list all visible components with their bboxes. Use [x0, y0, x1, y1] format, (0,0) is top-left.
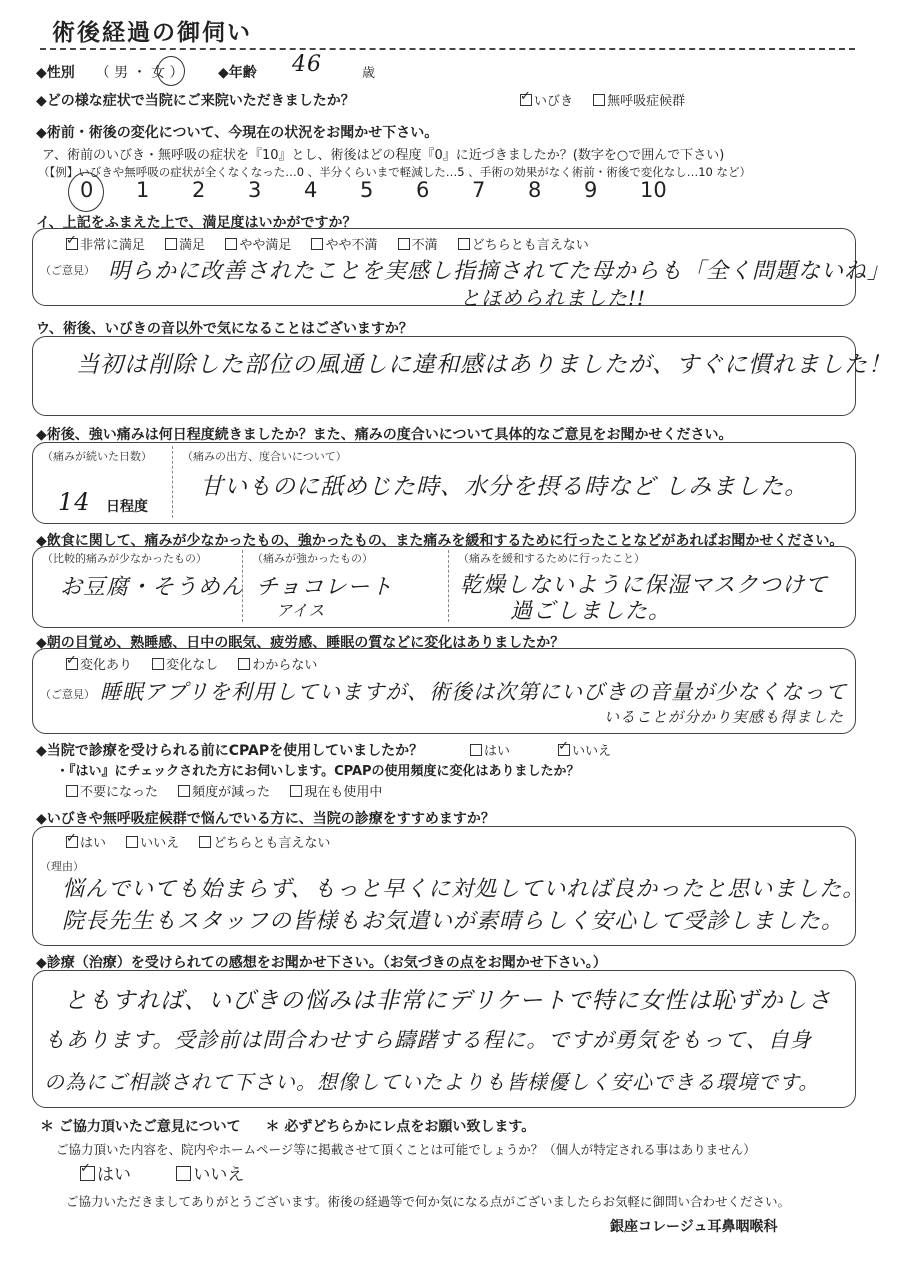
age-unit: 歳: [362, 66, 376, 81]
consent-heading-2: ＊ 必ずどちらかにレ点をお願い致します。: [265, 1119, 536, 1135]
checkbox-neutral[interactable]: [458, 238, 470, 250]
scale-7[interactable]: 7: [472, 178, 486, 202]
option-cpap-reduced: 頻度が減った: [192, 785, 271, 800]
scale-3[interactable]: 3: [248, 178, 262, 202]
recommend-options: [66, 832, 346, 851]
pain-question: ◆術後、強い痛みは何日程度続きましたか？また、痛みの度合いについて具体的なご意見をお聞かせください。: [36, 427, 733, 443]
food-strong-label: （痛みが強かったもの）: [252, 552, 373, 565]
option-cpap-still: 現在も使用中: [304, 785, 383, 800]
age-row: [218, 62, 257, 82]
option-somewhat-satisfied: やや満足: [239, 238, 292, 253]
consent-question: ご協力頂いた内容を、院内やホームページ等に掲載させて頂くことは可能でしょうか？（個人が特定される事はありません）: [56, 1142, 756, 1157]
pain-days-value: 14: [58, 488, 91, 516]
impression-question: ◆診療（治療）を受けられての感想をお聞かせ下さい。（お気づきの点をお聞かせ下さい。）: [36, 955, 607, 971]
option-cpap-no: いいえ: [572, 744, 612, 759]
food-strong-answer-1: チョコレート: [256, 575, 394, 600]
checkbox-somewhat-dissatisfied[interactable]: [311, 238, 323, 250]
checkbox-cpap-reduced[interactable]: [178, 785, 190, 797]
symptom-question: ◆どの様な症状で当院にご来院いただきましたか？: [36, 93, 355, 109]
food-relief-answer-2: 過ごしました。: [510, 599, 672, 624]
option-consent-no: いいえ: [193, 1165, 245, 1185]
page-title: 術後経過の御伺い: [52, 20, 252, 46]
pain-divider: [172, 446, 173, 518]
scale-10[interactable]: 10: [640, 178, 667, 202]
option-unknown: わからない: [252, 658, 318, 673]
checkbox-snoring[interactable]: [520, 94, 532, 106]
option-very-satisfied: 非常に満足: [80, 238, 146, 253]
checkbox-somewhat-satisfied[interactable]: [225, 238, 237, 250]
checkbox-recommend-neutral[interactable]: [199, 836, 211, 848]
option-somewhat-dissatisfied: やや不満: [325, 238, 378, 253]
scale-9[interactable]: 9: [584, 178, 598, 202]
sleep-answer-line2: いることが分かり実感も得ました: [604, 708, 845, 726]
gender-label: ◆性別: [36, 65, 75, 81]
food-strong-answer-2: アイス: [276, 601, 326, 620]
scale-6[interactable]: 6: [416, 178, 430, 202]
pain-days-unit: 日程度: [106, 499, 148, 515]
satisfaction-answer-line1: 明らかに改善されたことを実感し指摘されてた母からも「全く問題ないね」: [108, 259, 891, 284]
checkbox-consent-yes[interactable]: [80, 1166, 95, 1181]
change-question-a: ア、術前のいびき・無呼吸の症状を『10』とし、術後はどの程度『0』に近づきましたか？(数字を○で囲んで下さい): [42, 148, 725, 163]
food-divider-2: [448, 550, 449, 622]
change-heading: ◆術前・術後の変化について、今現在の状況をお聞かせ下さい。: [36, 125, 439, 141]
age-label: ◆年齢: [218, 65, 257, 81]
pain-degree-answer: 甘いものに舐めじた時、水分を摂る時など しみました。: [200, 474, 809, 500]
checkbox-cpap-yes[interactable]: [470, 744, 482, 756]
gender-selected-circle: [157, 56, 185, 86]
cpap-sub-options: [66, 781, 398, 800]
option-neutral: どちらとも言えない: [471, 238, 589, 253]
cpap-options: [470, 740, 627, 759]
option-snoring: いびき: [534, 94, 574, 109]
option-recommend-no: いいえ: [140, 836, 180, 851]
scale-selected-circle: [68, 172, 104, 212]
gender-value: （ 男 ・ 女 ）: [95, 65, 184, 81]
recommend-question: ◆いびきや無呼吸症候群で悩んでいる方に、当院の診療をすすめますか？: [36, 811, 495, 827]
recommend-answer-line2: 院長先生もスタッフの皆様もお気遣いが素晴らしく安心して受診しました。: [62, 909, 845, 934]
sleep-opinion-label: （ご意見）: [40, 688, 95, 701]
impression-answer-line3: の為にご相談されて下さい。想像していたよりも皆様優しく安心できる環境です。: [44, 1070, 820, 1094]
option-cpap-unneeded: 不要になった: [80, 785, 159, 800]
satisfaction-opinion-label: （ご意見）: [40, 264, 95, 277]
scale-2[interactable]: 2: [192, 178, 206, 202]
sleep-options: [66, 654, 333, 673]
scale-0[interactable]: 0: [80, 178, 94, 202]
consent-heading-1: ＊ ご協力頂いたご意見について: [40, 1119, 241, 1135]
checkbox-cpap-no[interactable]: [558, 744, 570, 756]
checkbox-recommend-yes[interactable]: [66, 836, 78, 848]
food-relief-answer-1: 乾燥しないように保湿マスクつけて: [460, 573, 829, 598]
checkbox-satisfied[interactable]: [165, 238, 177, 250]
checkbox-no-change[interactable]: [152, 658, 164, 670]
option-satisfied: 満足: [179, 238, 206, 253]
food-relief-label: （痛みを緩和するために行ったこと）: [458, 552, 645, 565]
consent-options: [80, 1160, 244, 1185]
food-less-answer: お豆腐・そうめん: [60, 575, 245, 600]
scale-1[interactable]: 1: [136, 178, 150, 202]
satisfaction-answer-line2: とほめられました!!: [460, 286, 647, 310]
other-answer: 当初は削除した部位の風通しに違和感はありましたが、すぐに慣れました！: [76, 352, 892, 378]
checkbox-unknown[interactable]: [238, 658, 250, 670]
clinic-name: 銀座コレージュ耳鼻咽喉科: [610, 1219, 778, 1235]
scale-8[interactable]: 8: [528, 178, 542, 202]
pain-days-label: （痛みが続いた日数）: [42, 450, 152, 463]
option-apnea: 無呼吸症候群: [607, 94, 686, 109]
other-question: ウ、術後、いびきの音以外で気になることはございますか？: [36, 321, 413, 337]
pain-degree-label: （痛みの出方、度合いについて）: [182, 450, 347, 463]
impression-answer-line2: もあります。受診前は問合わせすら躊躇する程に。ですが勇気をもって、自身: [44, 1028, 812, 1052]
cpap-sub-question: ・『はい』にチェックされた方にお伺いします。CPAPの使用頻度に変化はありましたか？: [56, 764, 580, 779]
consent-heading: [40, 1116, 535, 1136]
option-dissatisfied: 不満: [411, 238, 438, 253]
scale-4[interactable]: 4: [304, 178, 318, 202]
option-cpap-yes: はい: [484, 744, 511, 759]
checkbox-cpap-still[interactable]: [290, 785, 302, 797]
impression-answer-line1: ともすれば、いびきの悩みは非常にデリケートで特に女性は恥ずかしさ: [64, 988, 832, 1014]
thanks-message: ご協力いただきましてありがとうございます。術後の経過等で何か気になる点がございましたらお気軽に御問い合わせください。: [66, 1194, 791, 1209]
title-underline: [40, 48, 855, 50]
satisfaction-question: イ、上記をふまえた上で、満足度はいかがですか？: [36, 215, 357, 231]
option-recommend-yes: はい: [80, 836, 107, 851]
recommend-reason-label: （理由）: [40, 860, 84, 873]
scale-5[interactable]: 5: [360, 178, 374, 202]
option-no-change: 変化なし: [166, 658, 219, 673]
checkbox-consent-no[interactable]: [176, 1166, 191, 1181]
sleep-answer-line1: 睡眠アプリを利用していますが、術後は次第にいびきの音量が少なくなって: [100, 680, 848, 704]
recommend-answer-line1: 悩んでいても始まらず、もっと早くに対処していれば良かったと思いました。: [62, 877, 866, 902]
checkbox-dissatisfied[interactable]: [398, 238, 410, 250]
option-recommend-neutral: どちらとも言えない: [213, 836, 331, 851]
checkbox-very-satisfied[interactable]: [66, 238, 78, 250]
checkbox-changed[interactable]: [66, 658, 78, 670]
sleep-question: ◆朝の目覚め、熟睡感、日中の眠気、疲労感、睡眠の質などに変化はありましたか？: [36, 635, 565, 651]
checkbox-cpap-unneeded[interactable]: [66, 785, 78, 797]
food-less-label: （比較的痛みが少なかったもの）: [42, 552, 207, 565]
symptom-options: [520, 90, 701, 109]
cpap-question: ◆当院で診療を受けられる前にCPAPを使用していましたか？: [36, 743, 424, 759]
checkbox-apnea[interactable]: [593, 94, 605, 106]
satisfaction-options: [66, 234, 605, 253]
severity-scale: [80, 178, 696, 202]
food-question: ◆飲食に関して、痛みが少なかったもの、強かったもの、また痛みを緩和するために行ったことなどがあればお聞かせください。: [36, 533, 844, 549]
checkbox-recommend-no[interactable]: [126, 836, 138, 848]
option-consent-yes: はい: [97, 1165, 131, 1185]
age-value: 46: [292, 52, 322, 77]
option-changed: 変化あり: [80, 658, 133, 673]
change-example: （【例】いびきや無呼吸の症状が全くなくなった…0 、半分くらいまで軽減した…5 、手術の効果がなく術前・術後で変化なし…10 など）: [38, 165, 751, 179]
